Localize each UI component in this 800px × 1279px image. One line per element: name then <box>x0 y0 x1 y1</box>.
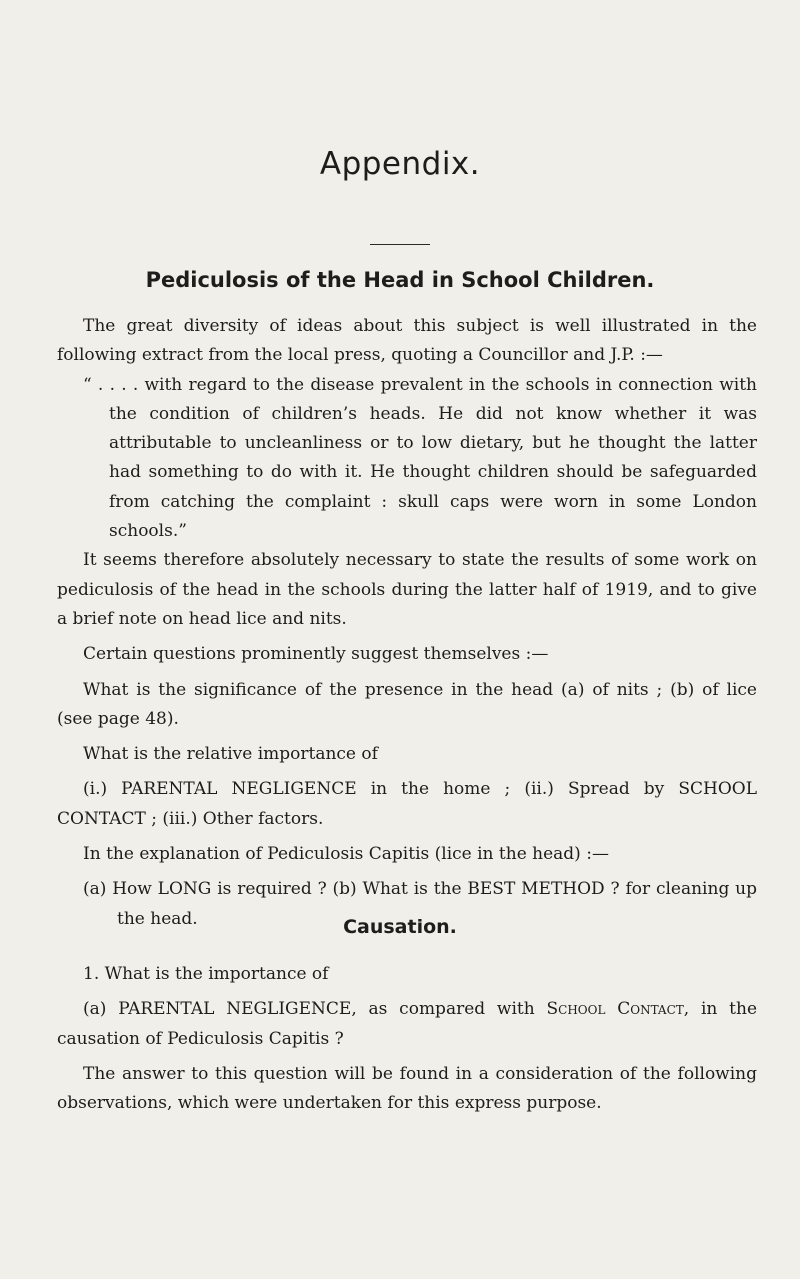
title-divider <box>370 244 430 245</box>
page-title: Appendix. <box>319 146 481 182</box>
paragraph-7: (i.) PARENTAL NEGLIGENCE in the home ; (ii.) Spread by SCHOOL CONTACT ; (iii.) Other factors. <box>57 779 757 829</box>
causation-item-a <box>57 995 757 1054</box>
causation-answer: The answer to this question will be found in a consideration of the following observations, which were undertaken for this express purpose. <box>57 1063 757 1114</box>
paragraph-5: What is the significance of the presence in the head (a) of nits ; (b) of lice (see page 48). <box>57 679 757 729</box>
section-heading-causation: Causation. <box>343 916 457 938</box>
quote-paragraph: “ . . . . with regard to the disease prevalent in the schools in connection with the condition of children’s heads. He did not know whether it was attributable to uncleanliness or to low dietary, but he thought the latter had something to do with it. He thought children should be safeguarded from catching the complaint : skull caps were worn in some London schools.” <box>83 374 757 542</box>
page-subtitle: Pediculosis of the Head in School Children. <box>145 268 655 292</box>
intro-body <box>57 312 757 934</box>
paragraph-4: Certain questions prominently suggest themselves :— <box>83 644 549 665</box>
paragraph-3: It seems therefore absolutely necessary to state the results of some work on pediculosis of the head in the schools during the latter half of 1919, and to give a brief note on head lice and nits. <box>57 550 757 629</box>
causation-body <box>57 960 757 1118</box>
paragraph-6: What is the relative importance of <box>83 744 378 765</box>
causation-item-a-end: , in the causation of Pediculosis Capitis ? <box>57 999 758 1049</box>
school-contact-term: School Contact <box>546 999 684 1020</box>
paragraph-8: In the explanation of Pediculosis Capitis (lice in the head) :— <box>83 844 609 865</box>
paragraph-1: The great diversity of ideas about this subject is well illustrated in the following extract from the local press, quoting a Councillor and J.P. :— <box>57 316 757 366</box>
paragraph-9: (a) How LONG is required ? (b) What is the BEST METHOD ? for cleaning up the head. <box>83 879 757 929</box>
causation-item-a-text: (a) PARENTAL NEGLIGENCE, as compared with <box>83 999 535 1020</box>
causation-question: 1. What is the importance of <box>83 964 329 984</box>
